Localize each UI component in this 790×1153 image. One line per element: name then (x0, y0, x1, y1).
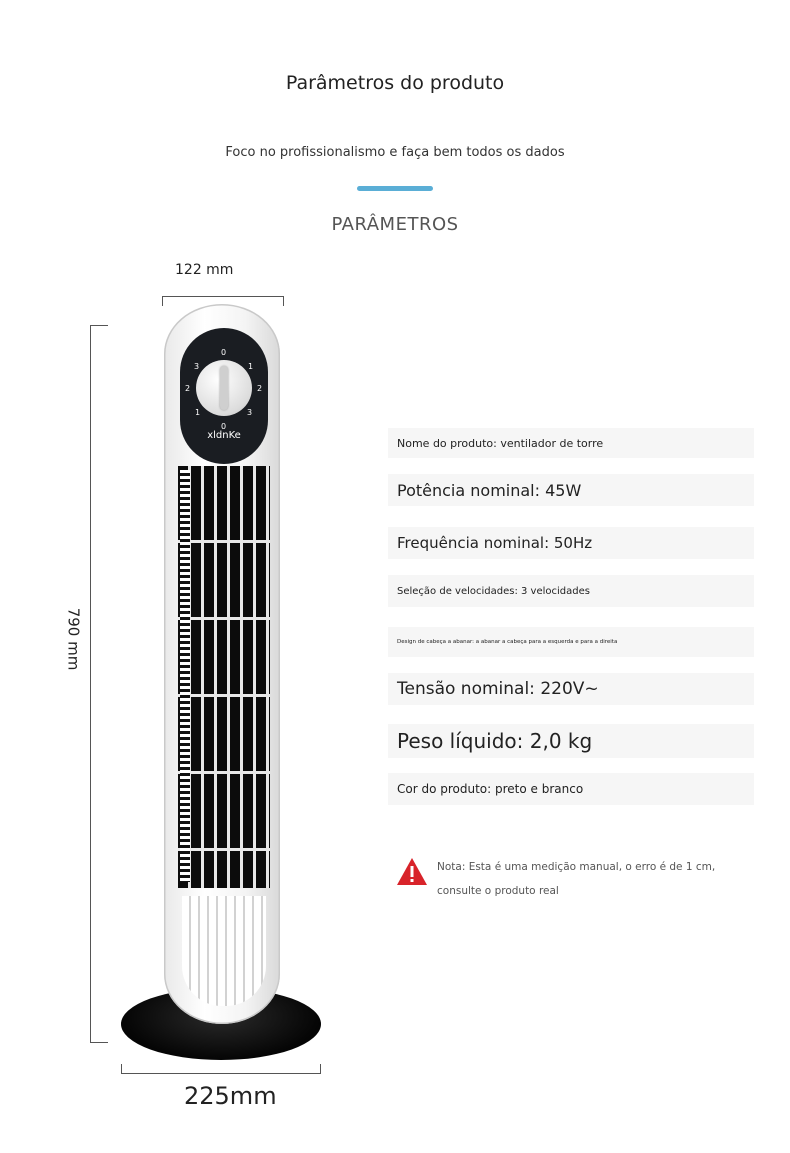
width-dimension-label: 122 mm (175, 262, 234, 278)
brand-logo: xldnKe (207, 430, 241, 441)
warning-icon (396, 856, 428, 888)
tower-fan-image (120, 300, 325, 1070)
section-heading: PARÂMETROS (331, 214, 459, 235)
grille-side-strip (180, 470, 190, 882)
dial-label: 3 (247, 408, 253, 417)
spec-product-name: Nome do produto: ventilador de torre (388, 428, 754, 458)
accent-divider (357, 186, 433, 191)
spec-voltage: Tensão nominal: 220V~ (388, 673, 754, 705)
speed-knob (196, 360, 252, 416)
dial-label: 3 (194, 362, 200, 371)
dial-label: 2 (257, 384, 263, 393)
measurement-note (437, 855, 767, 903)
fan-grille (178, 466, 270, 888)
page-subtitle: Foco no profissionalismo e faça bem todos os dados (225, 145, 565, 160)
dial-label: 1 (195, 408, 201, 417)
spec-frequency: Frequência nominal: 50Hz (388, 527, 754, 559)
dial-label: 1 (248, 362, 254, 371)
spec-weight: Peso líquido: 2,0 kg (388, 724, 754, 758)
spec-speeds: Seleção de velocidades: 3 velocidades (388, 575, 754, 607)
page-title: Parâmetros do produto (285, 72, 505, 94)
height-dimension-line (90, 325, 108, 1043)
dial-label: 2 (185, 384, 191, 393)
note-line-1: Nota: Esta é uma medição manual, o erro é de 1 cm, (437, 861, 716, 873)
dial-label: 0 (221, 422, 227, 431)
height-dimension-label: 790 mm (64, 607, 83, 671)
note-line-2: consulte o produto real (437, 885, 559, 897)
dial-label: 0 (221, 348, 227, 357)
fan-lower-ribs (182, 896, 266, 1006)
spec-power: Potência nominal: 45W (388, 474, 754, 506)
spec-color: Cor do produto: preto e branco (388, 773, 754, 805)
base-dimension-label: 225mm (184, 1082, 277, 1110)
spec-oscillation: Design de cabeça a abanar: a abanar a cabeça para a esquerda e para a direita (388, 627, 754, 657)
